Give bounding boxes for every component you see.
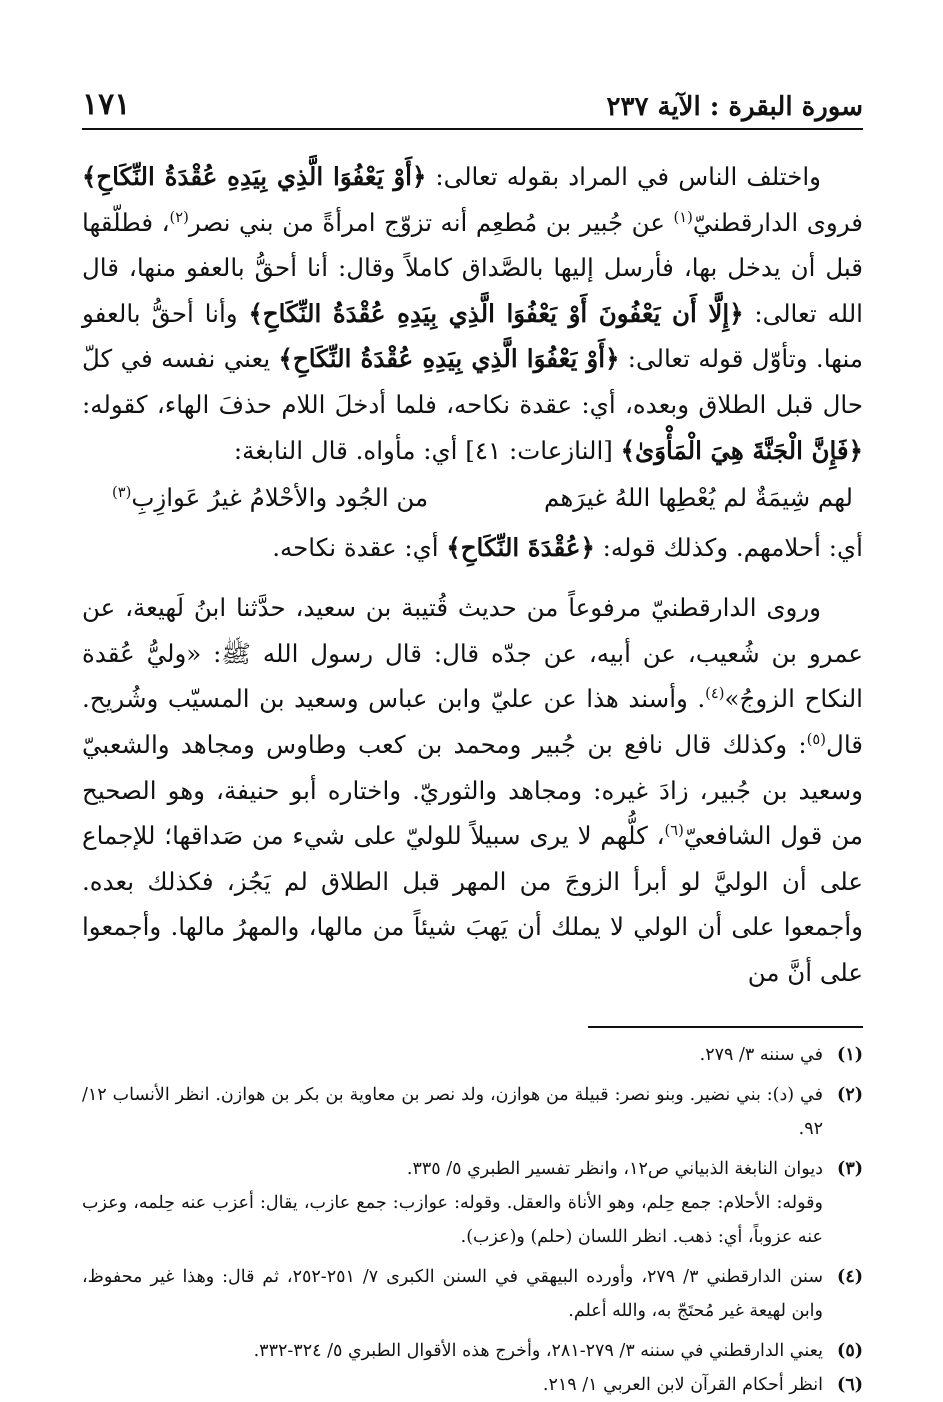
footnote-ref[interactable]: (٤)	[705, 685, 725, 703]
text-run: . وأسند هذا عن عليّ وابن عباس وسعيد بن المسيّب وشُريح. قال	[82, 684, 863, 759]
footnote-number: (٤)	[837, 1266, 863, 1287]
footnote-3	[82, 1152, 863, 1186]
poem-hemistich-first: لهم شِيمَةٌ لم يُعْطِها اللهُ غيرَهم	[544, 483, 853, 513]
footnote-ref[interactable]: (١)	[673, 208, 693, 226]
footnote-3-extra: وقوله: الأحلام: جمع حِلم، وهو الأناة والعقل. وقوله: عوازب: جمع عازب، يقال: أعزب عنه حِلمه، وعزب عنه عزوباً، أي: ذهب. انظر اللسان (حلم) و(عزب).	[82, 1192, 823, 1247]
footnote-number: (٣)	[837, 1158, 863, 1179]
paragraph-3	[82, 585, 863, 995]
text-run: وأنا أحقُّ بالعفو منها. وتأوّل قوله تعالى:	[82, 298, 863, 374]
footnote-number: (٥)	[837, 1340, 863, 1361]
paragraph-2	[82, 523, 863, 573]
quran-verse: ﴿إِلَّا أَن يَعْفُونَ أَوْ يَعْفُوَا الَّذِي بِيَدِهِ عُقْدَةُ النِّكَاحِ﴾	[248, 298, 744, 328]
page-number: ١٧١	[82, 87, 131, 122]
footnote-ref[interactable]: (٥)	[806, 730, 827, 748]
footnote-5	[82, 1334, 863, 1368]
text-run: ، فطلّقها قبل أن يدخل بها، فأرسل إليها بالصَّداق كاملاً وقال: أنا أحقُّ بالعفو منها، قال الله تعالى:	[82, 207, 863, 328]
quran-verse: ﴿فَإِنَّ الْجَنَّةَ هِيَ الْمَأْوَىٰ﴾	[620, 435, 863, 465]
text-run: وروى الدارقطنيّ مرفوعاً من حديث قُتيبة بن سعيد، حدَّثنا ابنُ لَهيعة، عن عمرو بن شُعيب، عن أبيه، عن جدّه قال: قال رسول الله ﷺ: «وليُّ عُقدة النكاح الزوجُ»	[82, 593, 863, 714]
footnote-number: (١)	[837, 1044, 863, 1065]
footnote-text: سنن الدارقطني ٣/ ٢٧٩، وأورده البيهقي في السنن الكبرى ٧/ ٢٥١-٢٥٢، ثم قال: وهذا غير محفوظ، وابن لهيعة غير مُحتَجّ به، والله أعلم.	[82, 1266, 823, 1321]
text-run: يعني نفسه في كلّ حال قبل الطلاق وبعده، أي: عقدة نكاحه، فلما أدخلَ اللام حذفَ الهاء، كقوله:	[82, 344, 863, 419]
poem-hemistich-second: من الجُود والأحْلامُ غيرُ عَوازِبِ$^{(٣)}$	[112, 483, 429, 513]
surah-title: سورة البقرة : الآية ٢٣٧	[606, 92, 863, 122]
footnote-6	[82, 1368, 863, 1402]
footnote-text: في (د): بني نضير. وبنو نصر: قبيلة من هوازن، ولد نصر بن معاوية بن بكر بن هوازن. انظر الأنساب ١٢/ ٩٢.	[82, 1084, 823, 1139]
footnote-number: (٢)	[837, 1084, 863, 1105]
footnote-text: ديوان النابغة الذبياني ص١٢، وانظر تفسير الطبري ٥/ ٣٣٥.	[406, 1158, 823, 1179]
text-run: عن جُبير بن مُطعِم أنه تزوّج امرأةً من بني نصر	[188, 207, 674, 237]
quran-verse: ﴿أَوْ يَعْفُوَا الَّذِي بِيَدِهِ عُقْدَةُ النِّكَاحِ﴾	[82, 162, 427, 191]
spacer	[82, 573, 863, 585]
footnote-ref[interactable]: (٣)	[112, 484, 132, 501]
quran-verse: ﴿أَوْ يَعْفُوَا الَّذِي بِيَدِهِ عُقْدَةُ النِّكَاحِ﴾	[278, 344, 620, 374]
poetry-verse	[82, 473, 863, 523]
text-run: فروى الدارقطنيّ	[692, 207, 863, 237]
paragraph-1	[82, 154, 863, 473]
footnote-4	[82, 1260, 863, 1328]
footnote-1	[82, 1038, 863, 1072]
footnotes	[82, 1038, 863, 1402]
text-run: أي: عقدة نكاحه.	[272, 533, 447, 563]
text-run: أي: أحلامهم. وكذلك قوله:	[594, 533, 863, 563]
footnote-ref[interactable]: (٦)	[664, 821, 684, 839]
footnote-2	[82, 1078, 863, 1146]
text-run: [النازعات: ٤١] أي: مأواه. قال النابغة:	[233, 435, 621, 465]
quran-verse: ﴿عُقْدَةَ النِّكَاحِ﴾	[446, 533, 595, 563]
footnote-divider	[588, 1026, 863, 1028]
footnote-text: في سننه ٣/ ٢٧٩.	[699, 1044, 823, 1065]
footnote-text: انظر أحكام القرآن لابن العربي ١/ ٢١٩.	[542, 1374, 823, 1395]
footnote-text: يعني الدارقطني في سننه ٣/ ٢٧٩-٢٨١، وأخرج هذه الأقوال الطبري ٥/ ٣٢٤-٣٣٢.	[253, 1340, 823, 1361]
text-run: واختلف الناس في المراد بقوله تعالى:	[426, 162, 821, 191]
running-header	[82, 70, 863, 130]
main-text	[82, 154, 863, 996]
footnote-number: (٦)	[837, 1374, 863, 1395]
text-run: ، كلُّهم لا يرى سبيلاً للوليّ على شيء من صَداقها؛ للإجماع على أن الوليَّ لو أبرأ الزوجَ من المهر قبل الطلاق لم يَجُز، فكذلك بعده. وأجمعوا على أن الولي لا يملك أن يَهبَ شيئاً من مالها، والمهرُ مالها. وأجمعوا على أنَّ من	[82, 821, 863, 987]
text-run: : وكذلك قال نافع بن جُبير ومحمد بن كعب وطاوس ومجاهد والشعبيّ وسعيد بن جُبير، زادَ غيره: ومجاهد والثوريّ. واختاره أبو حنيفة، وهو الصحيح من قول الشافعيّ	[82, 729, 863, 851]
footnote-ref[interactable]: (٢)	[169, 208, 189, 226]
